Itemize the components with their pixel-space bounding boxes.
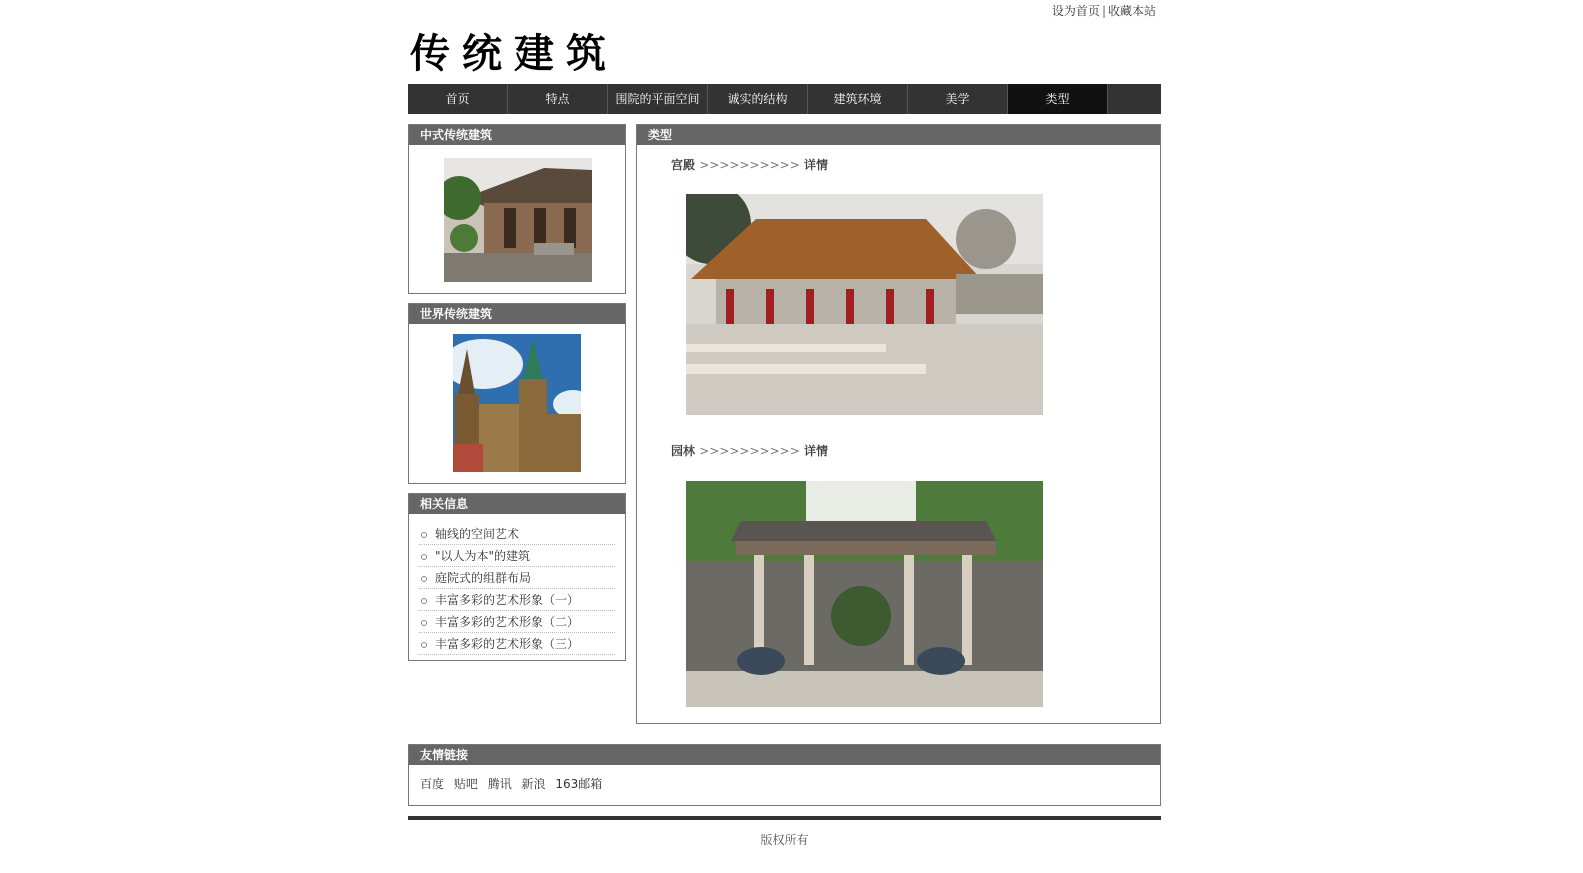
main-nav [408, 84, 1161, 114]
related-info-title: 相关信息 [409, 494, 625, 514]
site-logo[interactable] [410, 22, 618, 76]
world-architecture-image[interactable] [453, 334, 581, 472]
friend-link[interactable]: 163邮箱 [555, 777, 603, 791]
related-info-box [408, 493, 626, 661]
world-architecture-title: 世界传统建筑 [409, 304, 625, 324]
related-item[interactable]: 庭院式的组群布局 [419, 568, 615, 589]
nav-item-courtyard-space[interactable]: 围院的平面空间 [608, 84, 708, 114]
related-item[interactable]: 丰富多彩的艺术形象（二） [419, 612, 615, 633]
friend-links-title: 友情链接 [409, 745, 1160, 765]
footer-divider [408, 816, 1161, 820]
friend-link[interactable]: 腾讯 [487, 777, 512, 791]
friend-link[interactable]: 百度 [420, 777, 445, 791]
copyright: 版权所有 [760, 833, 809, 847]
palace-row-title [671, 156, 828, 173]
types-content-box [636, 124, 1161, 724]
friend-links-list [409, 765, 1160, 792]
palace-label: 宫殿 [671, 158, 696, 172]
nav-item-aesthetics[interactable]: 美学 [908, 84, 1008, 114]
related-item[interactable]: 丰富多彩的艺术形象（一） [419, 590, 615, 611]
top-links [1052, 2, 1156, 19]
related-item[interactable]: "以人为本"的建筑 [419, 546, 615, 567]
nav-filler [1108, 84, 1161, 114]
garden-image[interactable] [686, 481, 1043, 707]
bookmark-link[interactable]: 收藏本站 [1107, 4, 1156, 18]
nav-item-environment[interactable]: 建筑环境 [808, 84, 908, 114]
friend-links-box [408, 744, 1161, 806]
friend-link[interactable]: 贴吧 [453, 777, 478, 791]
world-architecture-box [408, 303, 626, 484]
set-home-link[interactable]: 设为首页 [1051, 4, 1100, 18]
palace-image[interactable] [686, 194, 1043, 415]
chinese-architecture-title: 中式传统建筑 [409, 125, 625, 145]
nav-item-types[interactable]: 类型 [1008, 84, 1108, 114]
garden-arrows: >>>>>>>>>> [699, 444, 800, 458]
garden-detail-link[interactable]: 详情 [803, 444, 828, 458]
nav-item-structure[interactable]: 诚实的结构 [708, 84, 808, 114]
types-title: 类型 [637, 125, 1160, 145]
related-list [409, 524, 625, 655]
nav-item-home[interactable]: 首页 [408, 84, 508, 114]
garden-label: 园林 [671, 444, 696, 458]
related-item[interactable]: 丰富多彩的艺术形象（三） [419, 634, 615, 655]
chinese-architecture-image[interactable] [444, 158, 592, 282]
logo-text: 传统建筑 [410, 30, 618, 77]
friend-link[interactable]: 新浪 [521, 777, 546, 791]
chinese-architecture-box [408, 124, 626, 294]
related-item[interactable]: 轴线的空间艺术 [419, 524, 615, 545]
palace-detail-link[interactable]: 详情 [803, 158, 828, 172]
garden-row-title [671, 442, 828, 459]
top-links-separator: | [1101, 4, 1106, 18]
palace-arrows: >>>>>>>>>> [699, 158, 800, 172]
nav-item-features[interactable]: 特点 [508, 84, 608, 114]
